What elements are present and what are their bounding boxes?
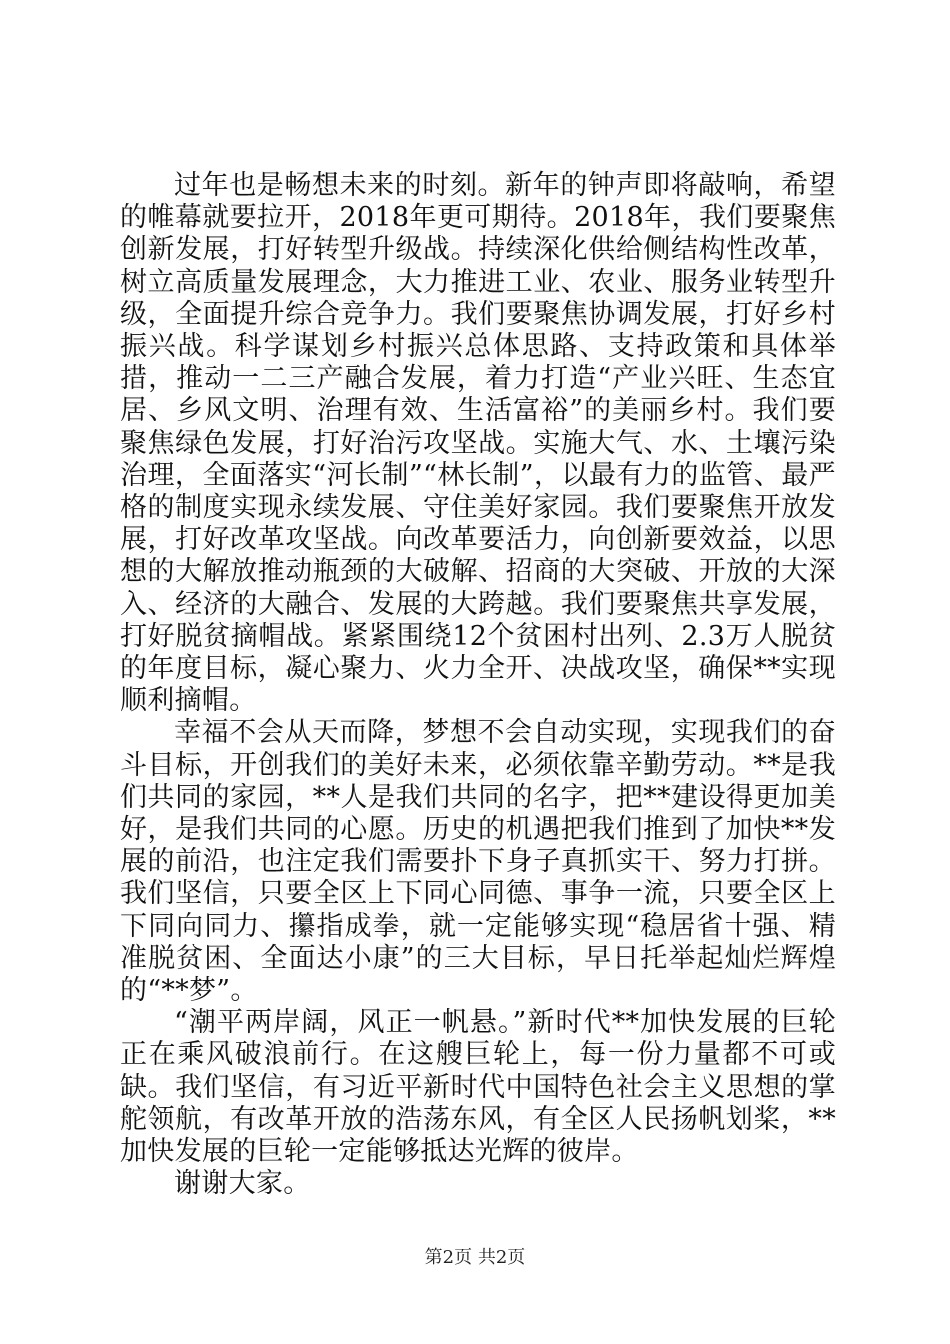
page-footer: 第2页 共2页 [424,1247,526,1268]
document-body [120,170,836,1201]
paragraph-2: 幸福不会从天而降，梦想不会自动实现，实现我们的奋斗目标，开创我们的美好未来，必须依靠辛勤劳动。**是我们共同的家园，**人是我们共同的名字，把**建设得更加美好，是我们共同的心愿。历史的机遇把我们推到了加快**发展的前沿，也注定我们需要扑下身子真抓实干、努力打拼。我们坚信，只要全区上下同心同德、事争一流，只要全区上下同向同力、攥指成拳，就一定能够实现“稳居省十强、精准脱贫困、全面达小康”的三大目标，早日托举起灿烂辉煌的“**梦”。 [120,717,836,1007]
paragraph-1: 过年也是畅想未来的时刻。新年的钟声即将敲响，希望的帷幕就要拉开，2018年更可期待。2018年，我们要聚焦创新发展，打好转型升级战。持续深化供给侧结构性改革，树立高质量发展理念，大力推进工业、农业、服务业转型升级，全面提升综合竞争力。我们要聚焦协调发展，打好乡村振兴战。科学谋划乡村振兴总体思路、支持政策和具体举措，推动一二三产融合发展，着力打造“产业兴旺、生态宜居、乡风文明、治理有效、生活富裕”的美丽乡村。我们要聚焦绿色发展，打好治污攻坚战。实施大气、水、土壤污染治理，全面落实“河长制”“林长制”，以最有力的监管、最严格的制度实现永续发展、守住美好家园。我们要聚焦开放发展，打好改革攻坚战。向改革要活力，向创新要效益，以思想的大解放推动瓶颈的大破解、招商的大突破、开放的大深入、经济的大融合、发展的大跨越。我们要聚焦共享发展，打好脱贫摘帽战。紧紧围绕12个贫困村出列、2.3万人脱贫的年度目标，凝心聚力、火力全开、决战攻坚，确保**实现顺利摘帽。 [120,170,836,717]
paragraph-3: “潮平两岸阔，风正一帆悬。”新时代**加快发展的巨轮正在乘风破浪前行。在这艘巨轮上，每一份力量都不可或缺。我们坚信，有习近平新时代中国特色社会主义思想的掌舵领航，有改革开放的浩荡东风，有全区人民扬帆划桨，**加快发展的巨轮一定能够抵达光辉的彼岸。 [120,1007,836,1168]
paragraph-4: 谢谢大家。 [174,1168,311,1200]
